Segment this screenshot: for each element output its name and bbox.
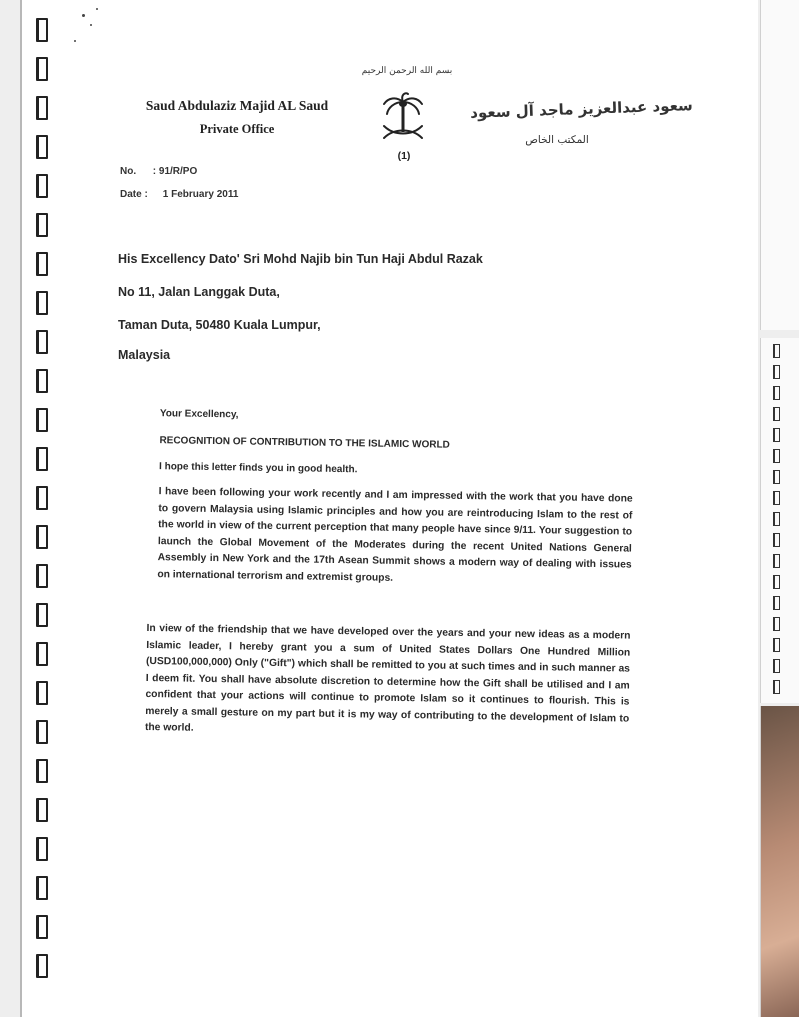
binder-clip	[36, 135, 48, 159]
adjacent-page-mark	[773, 428, 780, 442]
binder-clip	[36, 681, 48, 705]
recipient-country: Malaysia	[118, 348, 171, 362]
body-paragraph-1: I have been following your work recently and I am impressed with the work that you have done to govern Malaysia using Islamic principles and how you are reintroducing Islam to the rest of the world in view of the current perception that many people have since 9/11. Your suggestion to launch the Global Movement of the Moderates during the recent United Nations General Assembly in New York and the 17th Asean Summit shows a modern way of dealing with issues on international terrorism and extremist groups.	[157, 486, 633, 584]
adjacent-page-mark	[773, 344, 780, 358]
adjacent-page-mark	[773, 617, 780, 631]
date-value: 1 February 2011	[162, 189, 239, 200]
scan-speck	[96, 8, 98, 10]
opening-line: I hope this letter finds you in good health.	[158, 461, 358, 476]
adjacent-page-middle	[760, 338, 799, 703]
letter-page	[20, 0, 758, 1017]
binder-clip	[36, 798, 48, 822]
binder-clip	[36, 330, 48, 354]
adjacent-page-mark	[773, 575, 780, 589]
binder-clip	[36, 96, 48, 120]
palm-swords-emblem-icon	[378, 92, 428, 148]
reference-number-row	[120, 166, 197, 177]
binder-clip	[36, 759, 48, 783]
letter-body	[145, 408, 634, 744]
binder-clip	[36, 837, 48, 861]
reference-label: No.	[120, 166, 137, 177]
adjacent-page-top	[760, 0, 799, 330]
reference-value: : 91/R/PO	[152, 166, 198, 177]
binder-clip	[36, 408, 48, 432]
sender-name: Saud Abdulaziz Majid AL Saud	[145, 98, 329, 113]
adjacent-photo-strip	[760, 706, 799, 1017]
salutation: Your Excellency,	[159, 408, 239, 421]
binder-clip	[36, 213, 48, 237]
emblem-number: (1)	[397, 150, 411, 162]
adjacent-page-mark	[773, 680, 780, 694]
adjacent-page-mark	[773, 554, 780, 568]
body-paragraph-2: In view of the friendship that we have developed over the years and your new ideas as a modern Islamic leader, I hereby grant you a sum of United States Dollars One Hundred Million (USD100,000,000) Only ("Gift") which shall be remitted to you at such times and in such manner as I deem fit. You shall have absolute discretion to determine how the Gift shall be utilised and I am confident that your actions will continue to promote Islam so it continues to flourish. This is merely a small gesture on my part but it is my way of contributing to the development of Islam to the world.	[144, 622, 631, 734]
binder-clip	[36, 174, 48, 198]
adjacent-page-mark	[773, 386, 780, 400]
binder-clip	[36, 954, 48, 978]
arabic-sender-name: سعود عبدالعزيز ماجد آل سعود	[469, 96, 694, 122]
scan-speck	[82, 14, 85, 17]
bismillah-calligraphy: بسم الله الرحمن الرحيم	[361, 66, 453, 76]
adjacent-page-mark	[773, 596, 780, 610]
binder-clip	[36, 564, 48, 588]
adjacent-page-mark	[773, 638, 780, 652]
binder-clip	[36, 447, 48, 471]
recipient-address-line: Taman Duta, 50480 Kuala Lumpur,	[118, 318, 321, 332]
binder-clip	[36, 486, 48, 510]
binder-clip	[36, 603, 48, 627]
adjacent-page-mark	[773, 449, 780, 463]
recipient-address-line: No 11, Jalan Langgak Duta,	[118, 285, 280, 299]
binder-clip	[36, 642, 48, 666]
binder-holes	[30, 18, 52, 1017]
adjacent-page-mark	[773, 533, 780, 547]
binder-clip	[36, 252, 48, 276]
scan-speck	[74, 40, 76, 42]
adjacent-page-mark	[773, 512, 780, 526]
sender-block	[112, 98, 362, 137]
binder-clip	[36, 915, 48, 939]
adjacent-page-mark	[773, 470, 780, 484]
binder-clip	[36, 291, 48, 315]
adjacent-page-mark	[773, 407, 780, 421]
letter-subject: RECOGNITION OF CONTRIBUTION TO THE ISLAMIC WORLD	[159, 435, 450, 451]
date-label: Date :	[120, 189, 148, 200]
binder-clip	[36, 525, 48, 549]
adjacent-page-mark	[773, 365, 780, 379]
adjacent-page-mark	[773, 491, 780, 505]
binder-clip	[36, 57, 48, 81]
sender-office: Private Office	[199, 122, 275, 136]
binder-clip	[36, 720, 48, 744]
date-row	[120, 189, 238, 200]
adjacent-page-mark	[773, 659, 780, 673]
recipient-name: His Excellency Dato' Sri Mohd Najib bin Tun Haji Abdul Razak	[118, 252, 483, 266]
binder-clip	[36, 369, 48, 393]
binder-clip	[36, 876, 48, 900]
scan-speck	[90, 24, 92, 26]
binder-clip	[36, 18, 48, 42]
arabic-office-label: المكتب الخاص	[525, 134, 589, 146]
